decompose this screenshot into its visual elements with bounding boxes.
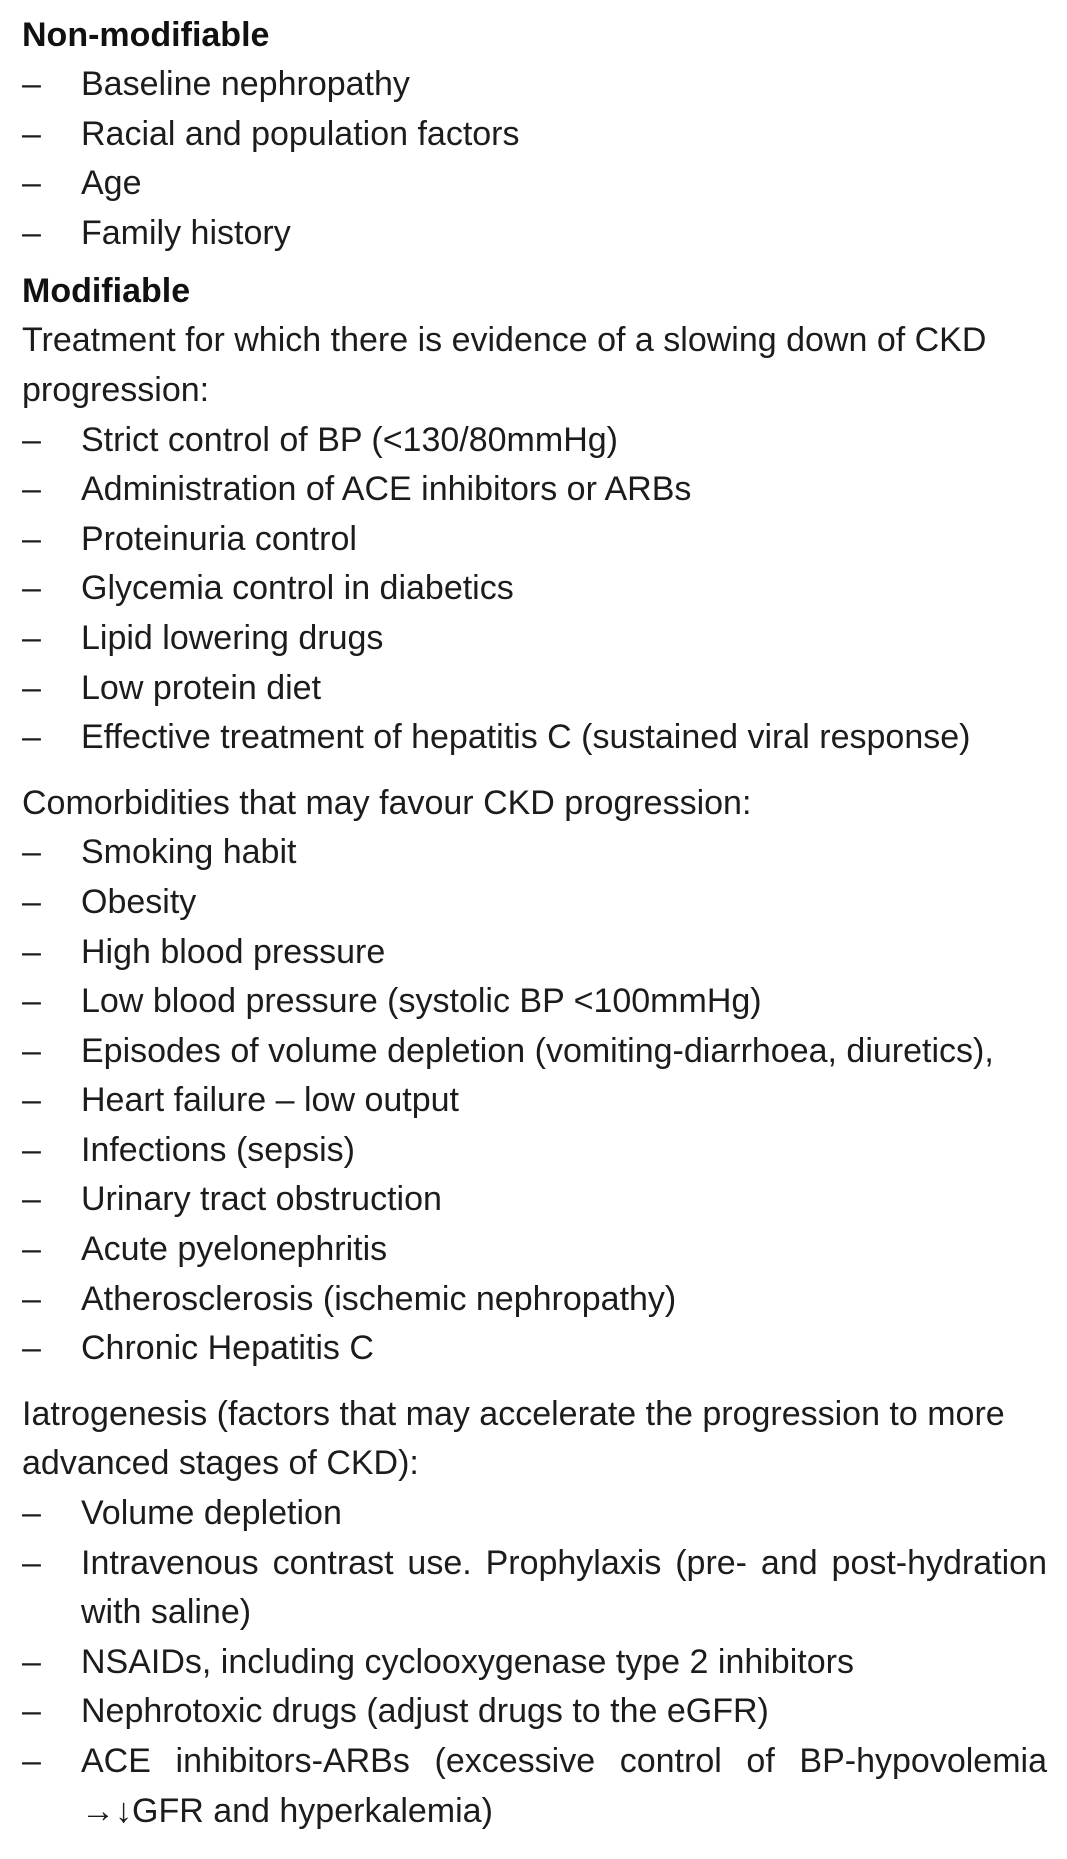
list-item: [22, 110, 1047, 160]
list-item-text: Episodes of volume depletion (vomiting-diarrhoea, diuretics),: [81, 1031, 994, 1070]
list-item: [22, 1539, 1047, 1638]
list-item: [22, 209, 1047, 259]
list-item-text: ACE inhibitors-ARBs (excessive control of BP-hypovolemia →↓GFR and hyperkalemia): [81, 1742, 1047, 1830]
list-item-text: Nephrotoxic drugs (adjust drugs to the eGFR): [81, 1692, 769, 1731]
list-item: [22, 416, 1047, 466]
bullet-dash: –: [22, 470, 41, 509]
list-item: [22, 1225, 1047, 1275]
bullet-dash: –: [22, 569, 41, 608]
bullet-dash: –: [22, 1742, 41, 1780]
bullet-dash: –: [22, 114, 41, 153]
list-item-text: Strict control of BP (<130/80mmHg): [81, 420, 618, 459]
list-item: [22, 928, 1047, 978]
list-item-text: Atherosclerosis (ischemic nephropathy): [81, 1279, 677, 1318]
list-item: [22, 828, 1047, 878]
list-item: [22, 614, 1047, 664]
list-item: [22, 60, 1047, 110]
comorbidities-intro: Comorbidities that may favour CKD progression:: [22, 783, 752, 822]
list-non-modifiable: [22, 60, 1047, 258]
list-iatrogenesis: [22, 1489, 1047, 1836]
list-item: [22, 878, 1047, 928]
list-item: [22, 465, 1047, 515]
list-item-text: Infections (sepsis): [81, 1130, 355, 1169]
bullet-dash: –: [22, 1230, 41, 1269]
list-item: [22, 1175, 1047, 1225]
bullet-dash: –: [22, 1329, 41, 1368]
list-item: [22, 1027, 1047, 1077]
list-item-text: Baseline nephropathy: [81, 65, 410, 103]
bullet-dash: –: [22, 1180, 41, 1219]
bullet-dash: –: [22, 1031, 41, 1070]
list-item-text: Effective treatment of hepatitis C (sustained viral response): [81, 718, 971, 757]
list-item-text: Administration of ACE inhibitors or ARBs: [81, 470, 692, 509]
list-item-text: Urinary tract obstruction: [81, 1180, 442, 1219]
bullet-dash: –: [22, 833, 41, 872]
bullet-dash: –: [22, 1692, 41, 1731]
list-item: [22, 1275, 1047, 1325]
bullet-dash: –: [22, 1494, 41, 1533]
list-item-text: Proteinuria control: [81, 519, 357, 558]
list-item: [22, 564, 1047, 614]
list-item: [22, 515, 1047, 565]
list-item-text: Glycemia control in diabetics: [81, 569, 514, 608]
list-item: [22, 1687, 1047, 1737]
bullet-dash: –: [22, 668, 41, 707]
list-treatment: [22, 416, 1047, 763]
list-item-text: Low protein diet: [81, 668, 322, 707]
bullet-dash: –: [22, 519, 41, 558]
list-item: [22, 1076, 1047, 1126]
list-item-text: Low blood pressure (systolic BP <100mmHg): [81, 982, 762, 1021]
bullet-dash: –: [22, 213, 41, 252]
list-item-text: Family history: [81, 213, 291, 252]
list-item-text: High blood pressure: [81, 932, 386, 971]
bullet-dash: –: [22, 1543, 41, 1582]
bullet-dash: –: [22, 65, 41, 103]
bullet-dash: –: [22, 1279, 41, 1318]
list-item-text: Smoking habit: [81, 833, 297, 872]
bullet-dash: –: [22, 1130, 41, 1169]
iatrogenesis-intro: Iatrogenesis (factors that may accelerate the progression to more advanced stages of CKD):: [22, 1394, 1005, 1483]
treatment-intro: Treatment for which there is evidence of a slowing down of CKD progression:: [22, 321, 987, 409]
list-item: [22, 1126, 1047, 1176]
bullet-dash: –: [22, 718, 41, 757]
list-item-text: Volume depletion: [81, 1494, 342, 1533]
bullet-dash: –: [22, 618, 41, 657]
list-item: [22, 1638, 1047, 1688]
bullet-dash: –: [22, 932, 41, 971]
list-item: [22, 977, 1047, 1027]
heading-non-modifiable: Non-modifiable: [22, 16, 270, 54]
list-comorbidities: [22, 828, 1047, 1374]
list-item: [22, 159, 1047, 209]
list-item-text: Obesity: [81, 882, 197, 921]
bullet-dash: –: [22, 420, 41, 459]
list-item-text: Chronic Hepatitis C: [81, 1329, 374, 1368]
list-item: [22, 1489, 1047, 1539]
bullet-dash: –: [22, 982, 41, 1021]
list-item-text: Intravenous contrast use. Prophylaxis (pre- and post-hydration with saline): [81, 1543, 1047, 1632]
bullet-dash: –: [22, 1642, 41, 1681]
list-item-text: Lipid lowering drugs: [81, 618, 384, 657]
list-item: [22, 1737, 1047, 1836]
list-item-text: Acute pyelonephritis: [81, 1230, 388, 1269]
heading-modifiable: Modifiable: [22, 272, 191, 311]
list-item-text: Racial and population factors: [81, 114, 520, 153]
list-item-text: Age: [81, 164, 142, 203]
bullet-dash: –: [22, 882, 41, 921]
list-item: [22, 664, 1047, 714]
list-item-text: NSAIDs, including cyclooxygenase type 2 inhibitors: [81, 1642, 854, 1681]
bullet-dash: –: [22, 164, 41, 203]
list-item: [22, 713, 1047, 763]
bullet-dash: –: [22, 1081, 41, 1120]
list-item: [22, 1324, 1047, 1374]
list-item-text: Heart failure – low output: [81, 1081, 459, 1120]
